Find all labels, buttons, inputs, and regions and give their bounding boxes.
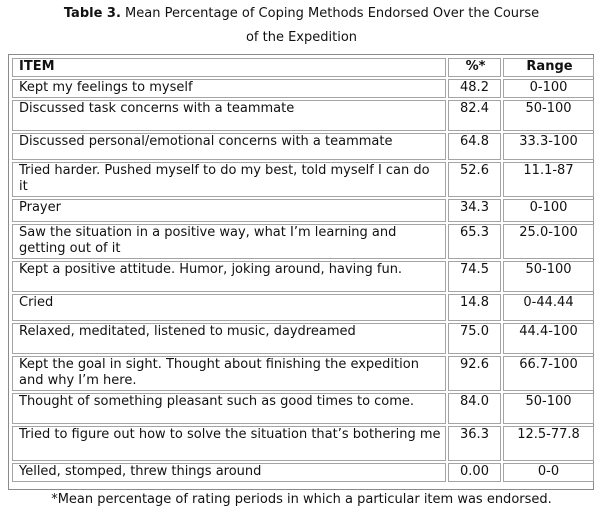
- row-item: Thought of something pleasant such as good times to come.: [12, 393, 446, 424]
- table-row: [12, 224, 594, 259]
- table-row: [12, 199, 594, 222]
- row-range: 50-100: [503, 100, 594, 131]
- row-percent: 36.3: [448, 426, 501, 461]
- row-percent: 52.6: [448, 162, 501, 197]
- row-item: Kept my feelings to myself: [12, 79, 446, 98]
- row-item: Kept a positive attitude. Humor, joking around, having fun.: [12, 261, 446, 292]
- table-row: [12, 133, 594, 160]
- row-item: Saw the situation in a positive way, what I’m learning and getting out of it: [12, 224, 446, 259]
- row-range: 66.7-100: [503, 356, 594, 391]
- table-row: [12, 463, 594, 482]
- table-row: [12, 294, 594, 321]
- row-item: Yelled, stomped, threw things around: [12, 463, 446, 482]
- table-row: [12, 323, 594, 354]
- row-item: Tried harder. Pushed myself to do my best, told myself I can do it: [12, 162, 446, 197]
- header-percent: %*: [448, 58, 501, 77]
- row-percent: 48.2: [448, 79, 501, 98]
- row-range: 0-100: [503, 199, 594, 222]
- table-title: Mean Percentage of Coping Methods Endorsed Over the Course: [120, 6, 540, 21]
- row-item: Cried: [12, 294, 446, 321]
- row-percent: 14.8: [448, 294, 501, 321]
- row-item: Relaxed, meditated, listened to music, daydreamed: [12, 323, 446, 354]
- row-percent: 92.6: [448, 356, 501, 391]
- table-label: Table 3.: [63, 6, 121, 21]
- row-item: Discussed task concerns with a teammate: [12, 100, 446, 131]
- header-item: ITEM: [12, 58, 446, 77]
- row-item: Prayer: [12, 199, 446, 222]
- table-row: [12, 162, 594, 197]
- row-range: 0-44.44: [503, 294, 594, 321]
- table-row: [12, 261, 594, 292]
- row-range: 0-100: [503, 79, 594, 98]
- table-caption-continued: of the Expedition: [245, 30, 358, 45]
- table-row: [12, 79, 594, 98]
- table-row: [12, 393, 594, 424]
- row-range: 50-100: [503, 261, 594, 292]
- row-percent: 84.0: [448, 393, 501, 424]
- header-range: Range: [503, 58, 594, 77]
- row-range: 44.4-100: [503, 323, 594, 354]
- table-caption: [0, 6, 603, 21]
- row-range: 11.1-87: [503, 162, 594, 197]
- row-range: 25.0-100: [503, 224, 594, 259]
- row-percent: 74.5: [448, 261, 501, 292]
- row-percent: 75.0: [448, 323, 501, 354]
- row-item: Discussed personal/emotional concerns with a teammate: [12, 133, 446, 160]
- row-range: 0-0: [503, 463, 594, 482]
- row-item: Kept the goal in sight. Thought about finishing the expedition and why I’m here.: [12, 356, 446, 391]
- row-item: Tried to figure out how to solve the situation that’s bothering me: [12, 426, 446, 461]
- coping-methods-table: [10, 56, 596, 484]
- row-percent: 82.4: [448, 100, 501, 131]
- row-percent: 64.8: [448, 133, 501, 160]
- row-range: 12.5-77.8: [503, 426, 594, 461]
- row-range: 50-100: [503, 393, 594, 424]
- row-percent: 0.00: [448, 463, 501, 482]
- row-percent: 34.3: [448, 199, 501, 222]
- table-row: [12, 356, 594, 391]
- row-percent: 65.3: [448, 224, 501, 259]
- table-row: [12, 426, 594, 461]
- table-footnote: *Mean percentage of rating periods in which a particular item was endorsed.: [51, 492, 552, 507]
- row-range: 33.3-100: [503, 133, 594, 160]
- table-row: [12, 100, 594, 131]
